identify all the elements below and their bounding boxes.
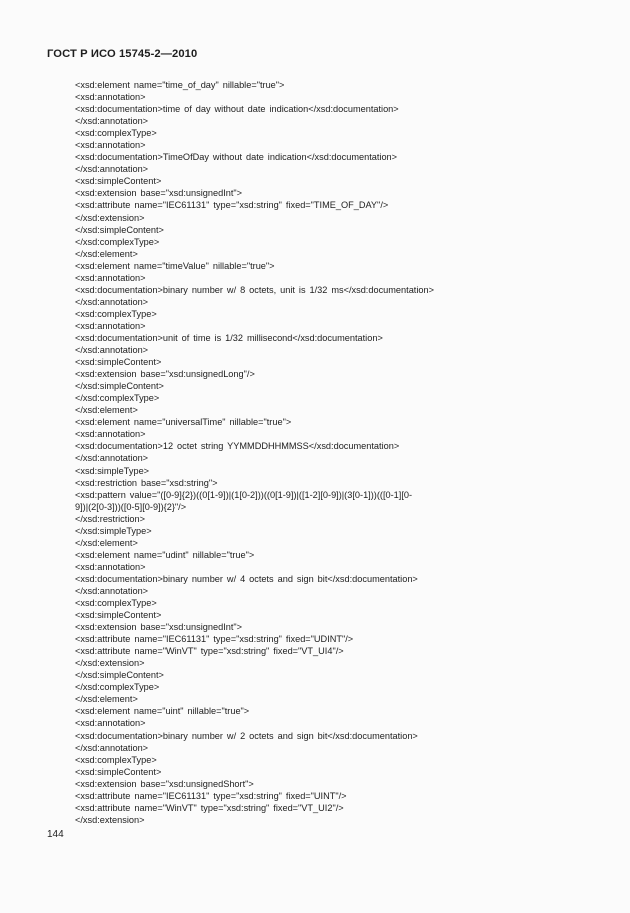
code-line: <xsd:attribute name="WinVT" type="xsd:string" fixed="VT_UI2"/>	[75, 802, 344, 813]
code-line: </xsd:annotation>	[75, 742, 149, 753]
code-line: <xsd:extension base="xsd:unsignedLong"/>	[75, 369, 255, 380]
code-line: </xsd:complexType>	[75, 393, 160, 404]
code-line: <xsd:attribute name="IEC61131" type="xsd:string" fixed="UDINT"/>	[75, 634, 354, 645]
code-line: <xsd:annotation>	[75, 320, 146, 331]
code-line: <xsd:annotation>	[75, 718, 146, 729]
code-line: <xsd:annotation>	[75, 272, 146, 283]
code-line: </xsd:complexType>	[75, 682, 160, 693]
page-number: 144	[47, 829, 64, 840]
code-line: <xsd:annotation>	[75, 429, 146, 440]
code-line: <xsd:annotation>	[75, 561, 146, 572]
code-line: <xsd:attribute name="IEC61131" type="xsd:string" fixed="UINT"/>	[75, 790, 347, 801]
code-line: <xsd:element name="timeValue" nillable="true">	[75, 260, 275, 271]
code-line: <xsd:documentation>binary number w/ 4 octets and sign bit</xsd:documentation>	[75, 573, 418, 584]
code-line: </xsd:annotation>	[75, 116, 149, 127]
code-line: <xsd:documentation>12 octet string YYMMDDHHMMSS</xsd:documentation>	[75, 441, 400, 452]
code-line: <xsd:simpleContent>	[75, 176, 162, 187]
code-line: </xsd:element>	[75, 694, 138, 705]
code-line: <xsd:attribute name="WinVT" type="xsd:string" fixed="VT_UI4"/>	[75, 646, 344, 657]
code-line: </xsd:extension>	[75, 814, 145, 825]
code-line: <xsd:element name="udint" nillable="true">	[75, 549, 255, 560]
code-line: <xsd:complexType>	[75, 308, 157, 319]
code-line: <xsd:extension base="xsd:unsignedInt">	[75, 622, 243, 633]
code-line: </xsd:annotation>	[75, 585, 149, 596]
code-line: <xsd:element name="universalTime" nillable="true">	[75, 417, 292, 428]
code-line: <xsd:documentation>unit of time is 1/32 millisecond</xsd:documentation>	[75, 332, 383, 343]
code-line: </xsd:annotation>	[75, 453, 149, 464]
code-line: <xsd:restriction base="xsd:string">	[75, 477, 218, 488]
code-line: <xsd:simpleContent>	[75, 766, 162, 777]
code-line: <xsd:documentation>TimeOfDay without date indication</xsd:documentation>	[75, 152, 398, 163]
code-line: <xsd:complexType>	[75, 128, 157, 139]
code-line: <xsd:pattern value="([0-9]{2})((0[1-9])|(1[0-2]))((0[1-9])|([1-2][0-9])|(3[0-1]))(([0-1][0-	[75, 489, 413, 500]
code-line: </xsd:simpleContent>	[75, 670, 164, 681]
code-line: </xsd:extension>	[75, 212, 145, 223]
code-line: <xsd:complexType>	[75, 754, 157, 765]
xml-schema-code-block	[75, 79, 585, 826]
code-line: <xsd:attribute name="IEC61131" type="xsd:string" fixed="TIME_OF_DAY"/>	[75, 200, 389, 211]
code-line: <xsd:annotation>	[75, 92, 146, 103]
code-line: </xsd:element>	[75, 248, 138, 259]
code-line: </xsd:simpleContent>	[75, 224, 164, 235]
code-line: <xsd:simpleContent>	[75, 610, 162, 621]
code-line: <xsd:element name="time_of_day" nillable="true">	[75, 80, 285, 90]
code-line: <xsd:extension base="xsd:unsignedShort">	[75, 778, 254, 789]
code-line: <xsd:documentation>time of day without date indication</xsd:documentation>	[75, 104, 399, 115]
code-line: </xsd:element>	[75, 405, 138, 416]
code-line: <xsd:extension base="xsd:unsignedInt">	[75, 188, 243, 199]
code-line: <xsd:element name="uint" nillable="true">	[75, 706, 250, 717]
code-line: <xsd:documentation>binary number w/ 2 octets and sign bit</xsd:documentation>	[75, 730, 418, 741]
code-line: </xsd:annotation>	[75, 164, 149, 175]
code-line: </xsd:extension>	[75, 658, 145, 669]
code-line: <xsd:complexType>	[75, 598, 157, 609]
code-line: <xsd:simpleContent>	[75, 357, 162, 368]
code-line: </xsd:simpleContent>	[75, 381, 164, 392]
code-line: </xsd:element>	[75, 537, 138, 548]
code-line: </xsd:simpleType>	[75, 525, 152, 536]
code-line: </xsd:complexType>	[75, 236, 160, 247]
code-line: 9])|(2[0-3]))([0-5][0-9]){2}"/>	[75, 501, 187, 512]
code-line: <xsd:annotation>	[75, 140, 146, 151]
code-line: </xsd:annotation>	[75, 296, 149, 307]
code-line: <xsd:documentation>binary number w/ 8 octets, unit is 1/32 ms</xsd:documentation>	[75, 284, 434, 295]
code-line: <xsd:simpleType>	[75, 465, 150, 476]
document-header: ГОСТ Р ИСО 15745-2—2010	[47, 48, 198, 60]
code-line: </xsd:restriction>	[75, 513, 145, 524]
code-line: </xsd:annotation>	[75, 345, 149, 356]
